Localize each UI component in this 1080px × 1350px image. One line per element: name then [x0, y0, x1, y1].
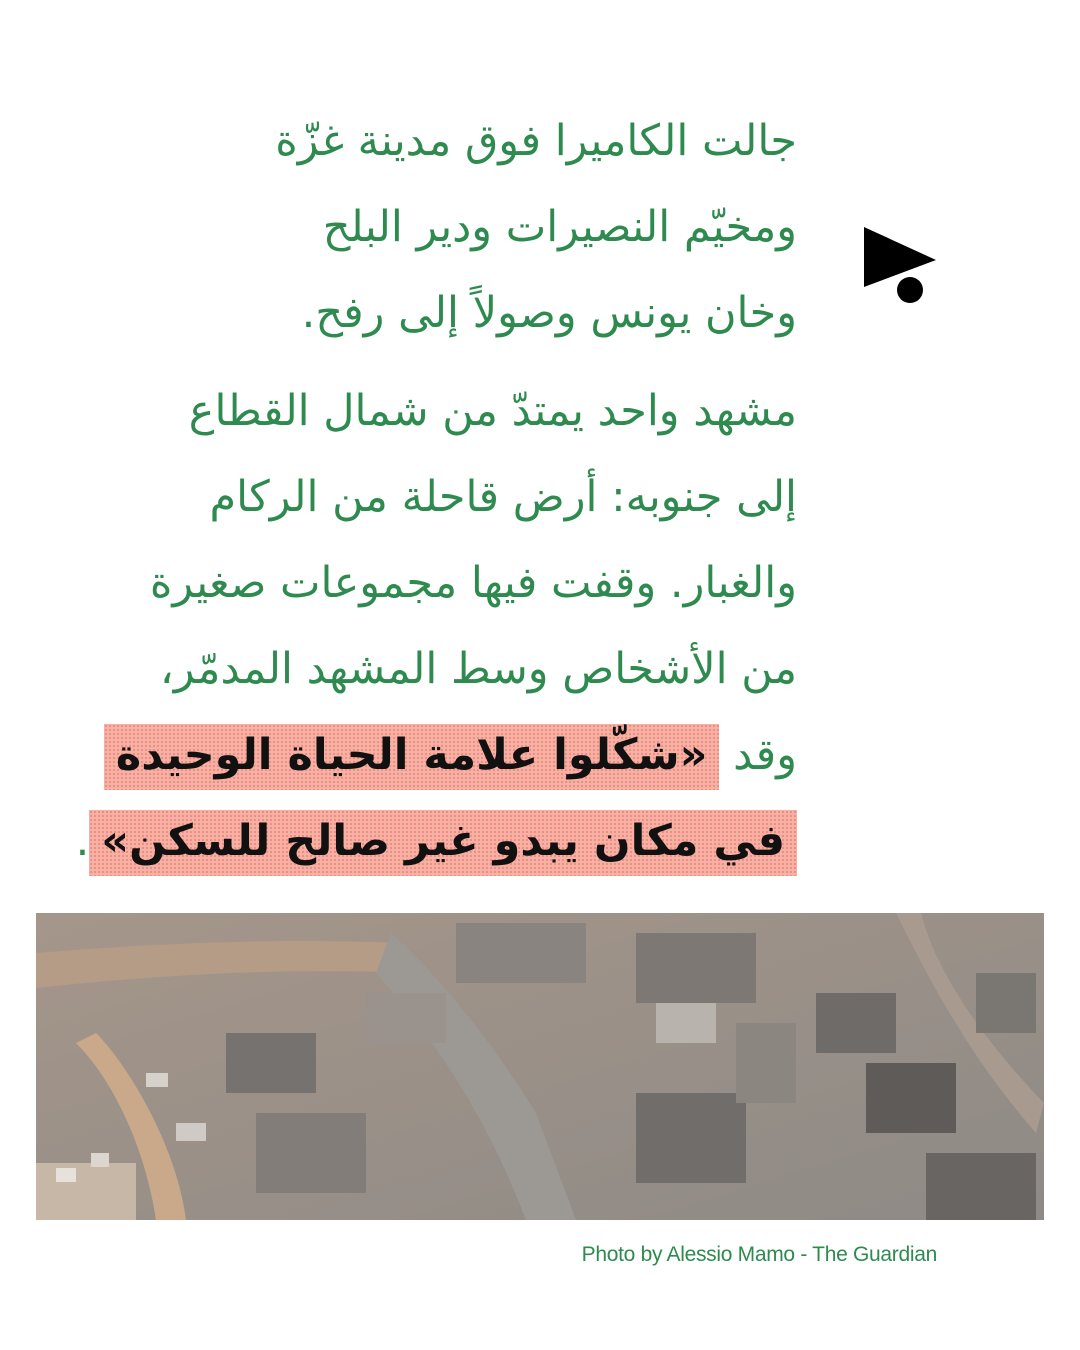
paragraph-2-line-4: من الأشخاص وسط المشهد المدمّر، — [159, 644, 797, 694]
paragraph-2-line-6 — [37, 798, 797, 884]
rubble-aerial-photo — [36, 913, 1044, 1220]
paragraph-1-line-2: ومخيّم النصيرات ودير البلح — [322, 202, 797, 252]
highlighted-quote-part-2: في مكان يبدو غير صالح للسكن» — [89, 810, 797, 876]
play-pointer-logo-icon — [862, 225, 938, 305]
paragraph-2-line-3: والغبار. وقفت فيها مجموعات صغيرة — [149, 558, 797, 608]
paragraph-1-line-1: جالت الكاميرا فوق مدينة غزّة — [275, 116, 797, 166]
paragraph-2-line-1: مشهد واحد يمتدّ من شمال القطاع — [188, 386, 797, 436]
quote-prefix: وقد — [719, 730, 797, 780]
paragraph-1 — [37, 98, 797, 356]
paragraph-2-line-5 — [37, 712, 797, 798]
paragraph-2-line-2: إلى جنوبه: أرض قاحلة من الركام — [209, 472, 797, 522]
end-dot: . — [75, 816, 90, 866]
highlighted-quote-part-1: «شكّلوا علامة الحياة الوحيدة — [104, 724, 720, 790]
paragraph-2 — [37, 368, 797, 884]
paragraph-1-line-3: وخان يونس وصولاً إلى رفح. — [301, 288, 797, 338]
photo-credit: Photo by Alessio Mamo - The Guardian — [581, 1243, 937, 1266]
